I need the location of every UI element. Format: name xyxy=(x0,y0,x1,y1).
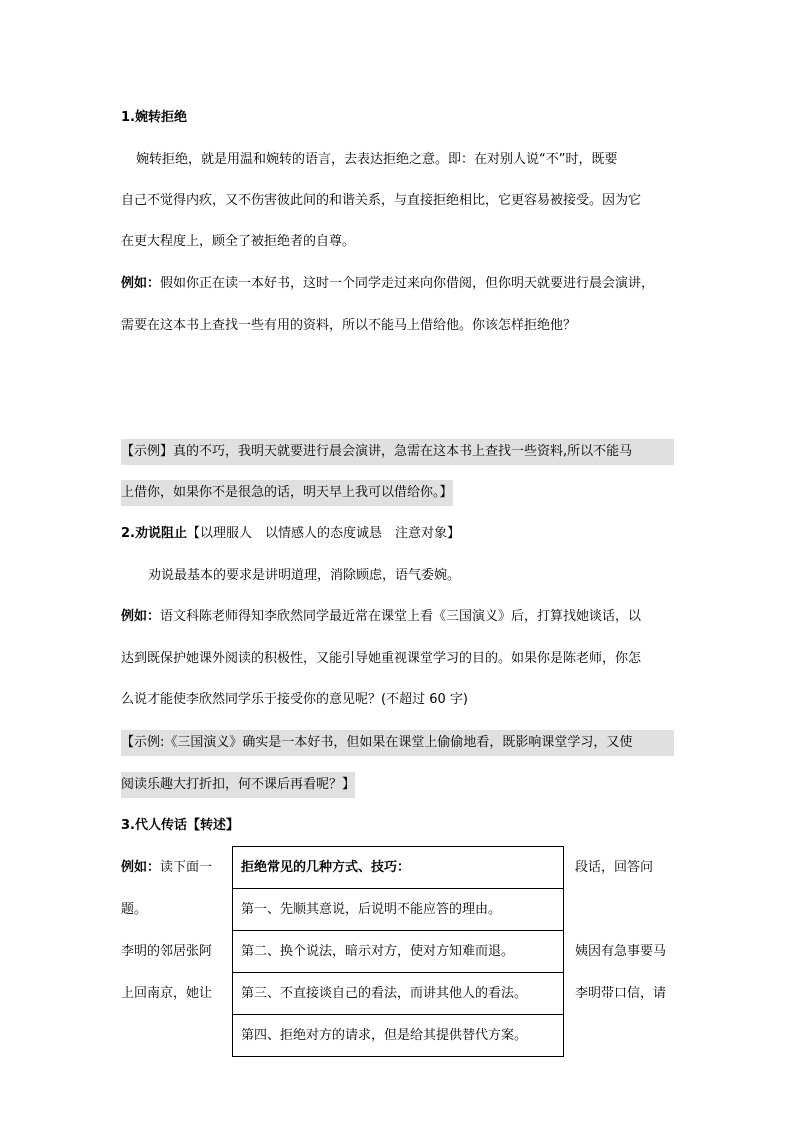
section3-left-line: 李明的邻居张阿 xyxy=(121,944,213,959)
section3-left-line: 题。 xyxy=(121,902,148,917)
section1-para-line: 婉转拒绝，就是用温和婉转的语言，去表达拒绝之意。即：在对别人说“不”时，既要 xyxy=(136,152,618,167)
section2-heading xyxy=(121,524,460,544)
section2-heading-note: 【以理服人 以情感人的态度诚恳 注意对象】 xyxy=(186,526,460,541)
section1-heading: 1.婉转拒绝 xyxy=(121,110,187,125)
example-label: 例如： xyxy=(121,860,161,875)
techniques-box-title: 拒绝常见的几种方式、技巧： xyxy=(241,860,411,875)
section3-heading xyxy=(121,816,239,836)
section3-right-line: 姨因有急事要马 xyxy=(575,944,667,959)
section2-example-line: 达到既保护她课外阅读的积极性，又能引导她重视课堂学习的目的。如果你是陈老师，你怎 xyxy=(121,651,642,666)
section3-right-line: 李明带口信，请 xyxy=(575,986,667,1001)
example-text: 语文科陈老师得知李欣然同学最近常在课堂上看《三国演义》后，打算找她谈话，以 xyxy=(160,609,642,624)
techniques-box-item: 第四、拒绝对方的请求，但是给其提供替代方案。 xyxy=(233,1014,563,1056)
section3-left-text: 读下面一 xyxy=(160,860,213,875)
example-text: 假如你正在读一本好书，这时一个同学走过来向你借阅，但你明天就要进行晨会演讲， xyxy=(160,276,655,291)
section2-answer-line: 【示例:《三国演义》确实是一本好书，但如果在课堂上偷偷地看，既影响课堂学习，又使 xyxy=(121,730,674,756)
section2-para: 劝说最基本的要求是讲明道理，消除顾虑，语气委婉。 xyxy=(148,568,461,583)
techniques-box-item: 第一、先顺其意说，后说明不能应答的理由。 xyxy=(233,888,563,930)
section2-example-line: 么说才能使李欣然同学乐于接受你的意见呢？(不超过 60 字) xyxy=(121,692,468,707)
section1-para-line: 自己不觉得内疚，又不伤害彼此间的和谐关系，与直接拒绝相比，它更容易被接受。因为它 xyxy=(121,193,642,208)
section1-answer-line: 上借你，如果你不是很急的话，明天早上我可以借给你。】 xyxy=(121,480,453,506)
section1-example-line xyxy=(121,274,654,294)
section3-left-line: 上回南京，她让 xyxy=(121,986,213,1001)
section2-example-line xyxy=(121,607,641,627)
section1-example-line: 需要在这本书上查找一些有用的资料，所以不能马上借给他。你该怎样拒绝他？ xyxy=(121,318,577,333)
example-label: 例如： xyxy=(121,609,161,624)
section1-answer-line: 【示例】真的不巧，我明天就要进行晨会演讲，急需在这本书上查找一些资料,所以不能马 xyxy=(121,439,674,465)
techniques-box-item: 第三、不直接谈自己的看法，而讲其他人的看法。 xyxy=(233,972,563,1014)
section2-answer-line: 阅读乐趣大打折扣，何不课后再看呢？】 xyxy=(121,772,355,798)
techniques-box xyxy=(232,846,564,1057)
section3-heading-note: 【转述】 xyxy=(186,818,239,833)
section2-heading-title: 2.劝说阻止 xyxy=(121,526,187,541)
techniques-box-item: 第二、换个说法，暗示对方，使对方知难而退。 xyxy=(233,930,563,972)
example-label: 例如： xyxy=(121,276,161,291)
section3-heading-title: 3.代人传话 xyxy=(121,818,187,833)
section1-para-line: 在更大程度上，顾全了被拒绝者的自尊。 xyxy=(121,234,356,249)
section3-left-line xyxy=(121,858,212,878)
section3-right-line: 段话，回答问 xyxy=(575,860,654,875)
